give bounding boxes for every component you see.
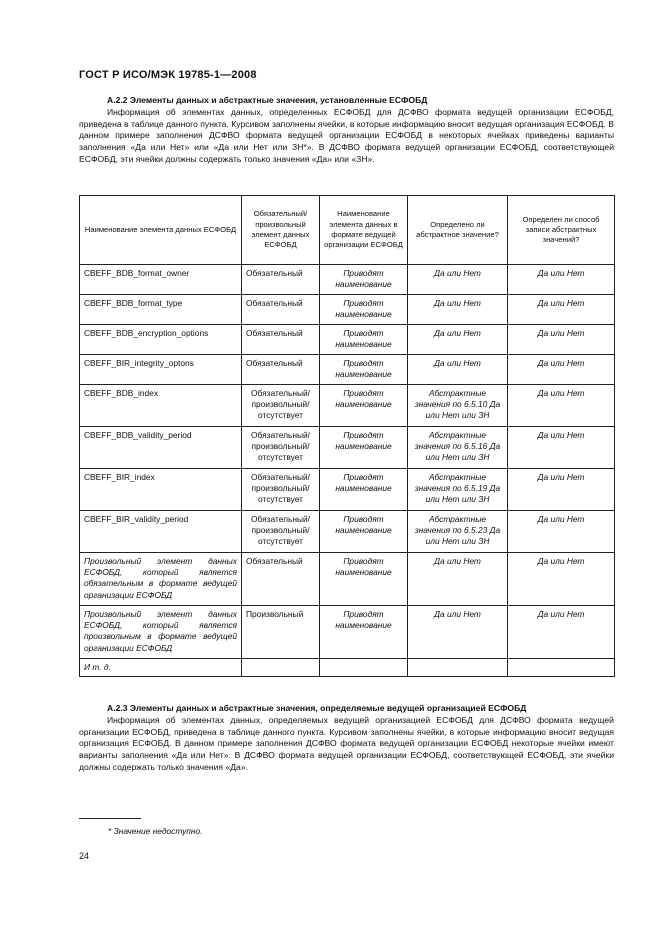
table-row <box>80 469 615 511</box>
cell-abstract-defined: Да или Нет <box>408 355 508 385</box>
cell-encoding-defined: Да или Нет <box>508 265 615 295</box>
cell-mandatory: Обязательный <box>242 325 320 355</box>
cell-element-name: CBEFF_BDB_format_type <box>80 295 242 325</box>
cell-element-name: CBEFF_BDB_encryption_options <box>80 325 242 355</box>
footnote-divider <box>79 818 141 819</box>
section-heading: А.2.2 Элементы данных и абстрактные значения, установленные ЕСФОБД <box>107 95 428 105</box>
cell-encoding-defined: Да или Нет <box>508 469 615 511</box>
cell-element-name: CBEFF_BIR_validity_period <box>80 511 242 553</box>
cell-mandatory: Обязательный/ произвольный/ отсутствует <box>242 511 320 553</box>
cell-format-name: Приводят наименование <box>320 427 408 469</box>
cell-format-name <box>320 659 408 677</box>
cell-encoding-defined: Да или Нет <box>508 606 615 659</box>
page-number: 24 <box>79 851 90 861</box>
column-header-encoding-defined: Определен ли способ записи абстрактных значений? <box>508 196 615 265</box>
cell-element-name: CBEFF_BIR_index <box>80 469 242 511</box>
cell-encoding-defined: Да или Нет <box>508 295 615 325</box>
cell-element-name: CBEFF_BIR_integrity_optons <box>80 355 242 385</box>
cell-element-name: CBEFF_BDB_validity_period <box>80 427 242 469</box>
cell-format-name: Приводят наименование <box>320 606 408 659</box>
column-header-abstract-defined: Определено ли абстрактное значение? <box>408 196 508 265</box>
cell-abstract-defined: Да или Нет <box>408 606 508 659</box>
cell-format-name: Приводят наименование <box>320 553 408 606</box>
section-paragraph: Информация об элементах данных, определяемых ведущей организацией ЕСФОБД для ДСФВО формата ведущей организации ЕСФОБД, приведена в таблице данного пункта. Курсивом заполнены ячейки, в которые информацию вносит ведущая организация ЕСФОБД. В данном примере заполнения ДСФВО формата ведущей организации ЕСФОБД некоторые ячейки имеют варианты заполнения «Да или Нет». В ДСФВО формата ведущей организации ЕСФОБД, соответствующей ЕСФОБД, эти ячейки должны содержать только значения «Да». <box>79 714 614 772</box>
cell-abstract-defined: Да или Нет <box>408 553 508 606</box>
table-row <box>80 325 615 355</box>
document-header: ГОСТ Р ИСО/МЭК 19785-1—2008 <box>79 69 257 81</box>
cell-encoding-defined: Да или Нет <box>508 385 615 427</box>
cell-encoding-defined <box>508 659 615 677</box>
table-header-row <box>80 196 615 265</box>
section-heading: А.2.3 Элементы данных и абстрактные значения, определяемые ведущей организацией ЕСФОБД <box>107 703 527 713</box>
column-header-format-name: Наименование элемента данных в формате ведущей организации ЕСФОБД <box>320 196 408 265</box>
cell-format-name: Приводят наименование <box>320 355 408 385</box>
cell-element-name: Произвольный элемент данных ЕСФОБД, который является обязательным в формате ведущей организации ЕСФОБД <box>80 553 242 606</box>
cell-mandatory: Обязательный <box>242 553 320 606</box>
cell-element-name: И т. д. <box>80 659 242 677</box>
cell-abstract-defined: Абстрактные значения по 6.5.10 Да или Нет или ЗН <box>408 385 508 427</box>
column-header-mandatory: Обязательный/ произвольный элемент данных ЕСФОБД <box>242 196 320 265</box>
cell-abstract-defined <box>408 659 508 677</box>
cell-abstract-defined: Да или Нет <box>408 295 508 325</box>
cell-abstract-defined: Да или Нет <box>408 325 508 355</box>
data-elements-table <box>79 195 615 677</box>
footnote: * Значение недоступно. <box>108 826 203 836</box>
table-row <box>80 385 615 427</box>
table-row <box>80 606 615 659</box>
cell-abstract-defined: Да или Нет <box>408 265 508 295</box>
cell-abstract-defined: Абстрактные значения по 6.5.16 Да или Нет или ЗН <box>408 427 508 469</box>
cell-encoding-defined: Да или Нет <box>508 553 615 606</box>
cell-encoding-defined: Да или Нет <box>508 427 615 469</box>
cell-format-name: Приводят наименование <box>320 385 408 427</box>
section-paragraph: Информация об элементах данных, определенных ЕСФОБД для ДСФВО формата ведущей организации ЕСФОБД, приведена в таблице данного пункта. Курсивом заполнены ячейки, в которые информацию вносит ведущая организация ЕСФОБД. В данном примере заполнения ДСФВО формата ведущей организации ЕСФОБД в некоторых ячейках приведены варианты заполнения «Да или Нет» или «Да или Нет или ЗН*». В ДСФВО формата ведущей организации ЕСФОБД, соответствующей ЕСФОБД, эти ячейки должны содержать только значения «Да» или «ЗН». <box>79 106 614 164</box>
column-header-element-name: Наименование элемента данных ЕСФОБД <box>80 196 242 265</box>
cell-encoding-defined: Да или Нет <box>508 325 615 355</box>
cell-format-name: Приводят наименование <box>320 295 408 325</box>
cell-mandatory: Обязательный/ произвольный/ отсутствует <box>242 427 320 469</box>
cell-format-name: Приводят наименование <box>320 511 408 553</box>
cell-encoding-defined: Да или Нет <box>508 355 615 385</box>
table-row <box>80 553 615 606</box>
cell-element-name: CBEFF_BDB_format_owner <box>80 265 242 295</box>
cell-mandatory: Обязательный/ произвольный/ отсутствует <box>242 385 320 427</box>
cell-mandatory <box>242 659 320 677</box>
cell-format-name: Приводят наименование <box>320 325 408 355</box>
section-a23 <box>79 703 614 774</box>
table-row <box>80 427 615 469</box>
cell-element-name: Произвольный элемент данных ЕСФОБД, который является произвольным в формате ведущей организации ЕСФОБД <box>80 606 242 659</box>
section-a22 <box>79 95 614 166</box>
cell-mandatory: Обязательный <box>242 355 320 385</box>
table-row <box>80 659 615 677</box>
table-row <box>80 355 615 385</box>
cell-abstract-defined: Абстрактные значения по 6.5.19 Да или Нет или ЗН <box>408 469 508 511</box>
table-row <box>80 511 615 553</box>
cell-mandatory: Обязательный/ произвольный/ отсутствует <box>242 469 320 511</box>
table-row <box>80 295 615 325</box>
cell-format-name: Приводят наименование <box>320 469 408 511</box>
cell-format-name: Приводят наименование <box>320 265 408 295</box>
cell-element-name: CBEFF_BDB_index <box>80 385 242 427</box>
cell-mandatory: Обязательный <box>242 265 320 295</box>
cell-mandatory: Обязательный <box>242 295 320 325</box>
cell-abstract-defined: Абстрактные значения по 6.5.23 Да или Нет или ЗН <box>408 511 508 553</box>
cell-mandatory: Произвольный <box>242 606 320 659</box>
table-row <box>80 265 615 295</box>
cell-encoding-defined: Да или Нет <box>508 511 615 553</box>
